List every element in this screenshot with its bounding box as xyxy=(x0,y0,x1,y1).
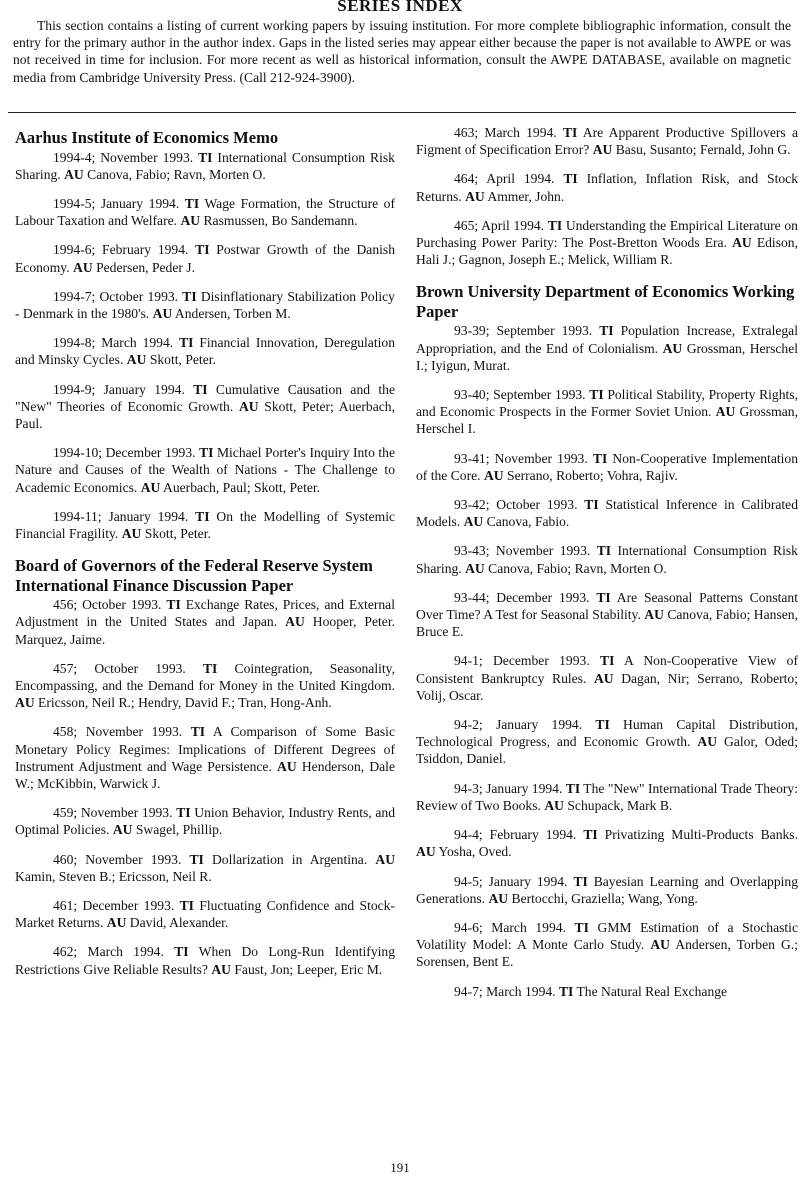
index-entry xyxy=(15,723,395,792)
entry-title: Are Apparent Productive Spillovers a Figment of Specification Error? xyxy=(416,125,798,158)
author-tag: AU xyxy=(544,797,564,813)
author-tag: AU xyxy=(140,479,161,495)
entry-authors: Hooper, Peter. Marquez, Jaime. xyxy=(15,614,395,647)
entry-number-date: 94-3; January 1994. xyxy=(454,780,563,796)
entry-title: International Consumption Risk Sharing. xyxy=(416,543,798,576)
title-tag: TI xyxy=(583,827,598,843)
entry-title: Cumulative Causation and the "New" Theories of Economic Growth. xyxy=(15,381,395,414)
entry-number-date: 93-42; October 1993. xyxy=(454,497,578,513)
index-entry xyxy=(15,660,395,712)
entry-authors: Schupack, Mark B. xyxy=(567,797,673,813)
entry-authors: Galor, Oded; Tsiddon, Daniel. xyxy=(416,734,798,767)
entry-number-date: 461; December 1993. xyxy=(53,898,175,913)
entry-number-date: 457; October 1993. xyxy=(53,660,186,676)
author-tag: AU xyxy=(650,937,670,953)
entry-authors: Ammer, John. xyxy=(487,188,565,204)
title-tag: TI xyxy=(179,898,194,913)
divider-rule xyxy=(8,112,796,113)
index-entry xyxy=(416,780,798,814)
author-tag: AU xyxy=(593,670,614,686)
entry-number-date: 1994-7; October 1993. xyxy=(53,288,179,304)
entry-list xyxy=(416,124,798,268)
author-tag: AU xyxy=(121,525,142,541)
index-entry xyxy=(15,149,395,183)
right-column xyxy=(416,124,798,1012)
author-tag: AU xyxy=(211,961,231,977)
index-entry xyxy=(15,334,395,368)
title-tag: TI xyxy=(565,780,581,796)
entry-number-date: 1994-10; December 1993. xyxy=(53,445,196,461)
author-tag: AU xyxy=(285,614,305,630)
author-tag: AU xyxy=(732,235,752,251)
author-tag: AU xyxy=(463,514,484,530)
index-entry xyxy=(416,322,798,374)
entry-number-date: 94-4; February 1994. xyxy=(454,827,577,843)
title-tag: TI xyxy=(199,445,214,461)
author-tag: AU xyxy=(152,305,173,321)
author-tag: AU xyxy=(715,404,736,420)
entry-authors: Canova, Fabio; Hansen, Bruce E. xyxy=(416,607,798,640)
entry-number-date: 94-6; March 1994. xyxy=(454,919,566,935)
index-entry xyxy=(15,804,395,838)
index-entry xyxy=(416,217,798,269)
entry-number-date: 93-40; September 1993. xyxy=(454,387,586,403)
index-entry xyxy=(15,851,395,885)
title-tag: TI xyxy=(195,508,210,524)
entry-title: Financial Innovation, Deregulation and Minsky Cycles. xyxy=(15,335,395,368)
entry-number-date: 1994-5; January 1994. xyxy=(53,195,180,211)
entry-authors: Yosha, Oved. xyxy=(438,844,512,860)
entry-title: Union Behavior, Industry Rents, and Optimal Policies. xyxy=(15,805,396,838)
title-tag: TI xyxy=(595,717,610,733)
entry-title: Michael Porter's Inquiry Into the Nature and Causes of the Wealth of Nations - The Challenge to Academic Economics. xyxy=(15,445,395,495)
title-tag: TI xyxy=(599,323,614,339)
title-tag: TI xyxy=(202,660,218,676)
title-tag: TI xyxy=(584,497,599,513)
entry-title: Statistical Inference in Calibrated Models. xyxy=(416,497,799,530)
entry-authors: Skott, Peter. xyxy=(149,352,216,368)
entry-title: Bayesian Learning and Overlapping Generations. xyxy=(416,873,798,906)
index-entry xyxy=(15,241,395,275)
entry-number-date: 463; March 1994. xyxy=(454,125,557,140)
entry-number-date: 459; November 1993. xyxy=(53,805,173,821)
entry-number-date: 458; November 1993. xyxy=(53,724,183,740)
title-tag: TI xyxy=(174,944,189,960)
page-number: 191 xyxy=(390,1160,410,1175)
index-entry xyxy=(416,542,798,576)
author-tag: AU xyxy=(277,758,297,774)
section-heading: Aarhus Institute of Economics Memo xyxy=(15,128,279,147)
entry-authors: David, Alexander. xyxy=(129,915,229,931)
entry-title: The Natural Real Exchange xyxy=(576,983,728,999)
entry-number-date: 464; April 1994. xyxy=(454,171,555,187)
section-heading: Board of Governors of the Federal Reserve System International Finance Discussion Paper xyxy=(15,556,373,595)
index-entry xyxy=(416,170,798,204)
entry-title: The "New" International Trade Theory: Review of Two Books. xyxy=(416,780,798,813)
entry-authors: Dagan, Nir; Serrano, Roberto; Volij, Oscar. xyxy=(416,670,798,703)
index-entry xyxy=(15,195,395,229)
author-tag: AU xyxy=(488,890,509,906)
index-entry xyxy=(416,124,798,158)
entry-number-date: 465; April 1994. xyxy=(454,217,545,233)
title-tag: TI xyxy=(195,242,210,258)
title-tag: TI xyxy=(592,450,608,466)
entry-authors: Canova, Fabio; Ravn, Morten O. xyxy=(488,560,667,576)
title-tag: TI xyxy=(563,171,578,187)
index-entry xyxy=(15,444,395,496)
entry-number-date: 94-2; January 1994. xyxy=(454,717,583,733)
title-tag: TI xyxy=(184,195,200,211)
entry-number-date: 460; November 1993. xyxy=(53,851,182,867)
author-tag: AU xyxy=(238,398,259,414)
title-tag: TI xyxy=(596,589,611,605)
entry-authors: Skott, Peter; Auerbach, Paul. xyxy=(15,398,395,431)
entry-title: Human Capital Distribution, Technological Progress, and Economic Growth. xyxy=(416,717,798,750)
entry-authors: Basu, Susanto; Fernald, John G. xyxy=(615,142,791,158)
index-entry xyxy=(416,983,798,1000)
author-tag: AU xyxy=(592,142,613,158)
index-entry xyxy=(416,496,798,530)
entry-title: Inflation, Inflation Risk, and Stock Returns. xyxy=(416,171,798,204)
entry-number-date: 93-39; September 1993. xyxy=(454,323,593,339)
entry-authors: Grossman, Herschel I. xyxy=(416,404,798,437)
entry-authors: Serrano, Roberto; Vohra, Rajiv. xyxy=(507,467,678,483)
entry-authors: Swagel, Phillip. xyxy=(135,822,223,838)
author-tag: AU xyxy=(465,560,485,576)
entry-authors: Faust, Jon; Leeper, Eric M. xyxy=(234,961,383,977)
index-entry xyxy=(416,826,798,860)
index-entry xyxy=(416,919,798,971)
index-entry xyxy=(15,288,395,322)
entry-title: Political Stability, Property Rights, and Economic Prospects in the Former Soviet Union. xyxy=(416,387,798,420)
author-tag: AU xyxy=(416,844,436,860)
entry-number-date: 1994-8; March 1994. xyxy=(53,335,174,351)
entry-number-date: 94-1; December 1993. xyxy=(454,653,590,669)
entry-authors: Rasmussen, Bo Sandemann. xyxy=(203,213,358,229)
entry-number-date: 93-41; November 1993. xyxy=(454,450,588,466)
entry-authors: Edison, Hali J.; Gagnon, Joseph E.; Melick, William R. xyxy=(416,235,798,268)
author-tag: AU xyxy=(644,607,664,623)
title-tag: TI xyxy=(193,381,208,397)
title-tag: TI xyxy=(600,653,615,669)
left-column xyxy=(15,128,395,990)
index-entry xyxy=(15,381,395,433)
entry-authors: Grossman, Herschel I.; Iyigun, Murat. xyxy=(416,340,799,373)
title-tag: TI xyxy=(589,387,604,403)
title-tag: TI xyxy=(189,851,204,867)
author-tag: AU xyxy=(697,734,718,750)
entry-title: A Comparison of Some Basic Monetary Policy Regimes: Implications of Different Degrees of Instrument Adjustment and Wage Persistence. xyxy=(15,724,395,774)
author-tag: AU xyxy=(64,166,84,182)
entry-title: International Consumption Risk Sharing. xyxy=(15,149,395,182)
index-entry xyxy=(15,943,395,977)
title-tag: TI xyxy=(182,288,197,304)
title-tag: TI xyxy=(166,597,181,613)
entry-authors: Henderson, Dale W.; McKibbin, Warwick J. xyxy=(15,758,395,791)
author-tag: AU xyxy=(465,188,485,204)
index-entry xyxy=(15,508,395,542)
title-tag: TI xyxy=(176,805,191,821)
entry-authors: Pedersen, Peder J. xyxy=(96,259,195,275)
index-entry xyxy=(15,596,395,648)
author-tag: AU xyxy=(126,352,147,368)
author-tag: AU xyxy=(483,467,504,483)
title-tag: TI xyxy=(179,335,194,351)
entry-authors: Skott, Peter. xyxy=(144,525,211,541)
index-entry xyxy=(15,897,395,931)
entry-number-date: 94-5; January 1994. xyxy=(454,873,568,889)
entry-authors: Auerbach, Paul; Skott, Peter. xyxy=(163,479,321,495)
author-tag: AU xyxy=(662,340,683,356)
entry-title: Dollarization in Argentina. xyxy=(211,851,368,867)
entry-number-date: 462; March 1994. xyxy=(53,944,164,960)
entry-number-date: 93-44; December 1993. xyxy=(454,589,590,605)
title-tag: TI xyxy=(573,873,588,889)
entry-title: Fluctuating Confidence and Stock-Market Returns. xyxy=(15,898,395,931)
entry-title: Postwar Growth of the Danish Economy. xyxy=(15,242,396,275)
index-entry xyxy=(416,386,798,438)
title-tag: TI xyxy=(596,543,612,559)
entry-number-date: 456; October 1993. xyxy=(53,597,162,613)
entry-title: A Non-Cooperative View of Consistent Bankruptcy Rules. xyxy=(416,653,799,686)
entry-list xyxy=(15,596,395,978)
author-tag: AU xyxy=(15,695,35,711)
title-tag: TI xyxy=(190,724,206,740)
entry-title: Disinflationary Stabilization Policy - Denmark in the 1980's. xyxy=(15,288,395,321)
entry-title: Privatizing Multi-Products Banks. xyxy=(604,827,798,843)
entry-title: Non-Cooperative Implementation of the Core. xyxy=(416,450,799,483)
entry-title: Understanding the Empirical Literature on Purchasing Power Parity: The Post-Bretton Woods Era. xyxy=(416,217,798,251)
title-tag: TI xyxy=(558,983,574,999)
entry-title: Exchange Rates, Prices, and External Adjustment in the United States and Japan. xyxy=(15,597,395,630)
entry-title: Are Seasonal Patterns Constant Over Time? A Test for Seasonal Stability. xyxy=(416,589,798,623)
entry-number-date: 1994-6; February 1994. xyxy=(53,242,189,258)
entry-authors: Ericsson, Neil R.; Hendry, David F.; Tran, Hong-Anh. xyxy=(38,695,332,711)
section-heading: Brown University Department of Economics Working Paper xyxy=(416,282,795,321)
title-tag: TI xyxy=(547,217,563,233)
entry-title: On the Modelling of Systemic Financial Fragility. xyxy=(15,508,396,541)
entry-title: GMM Estimation of a Stochastic Volatility Model: A Monte Carlo Study. xyxy=(416,919,798,953)
entry-list xyxy=(416,322,798,999)
title-tag: TI xyxy=(562,125,578,140)
entry-number-date: 1994-9; January 1994. xyxy=(53,381,185,397)
index-entry xyxy=(416,450,798,484)
author-tag: AU xyxy=(73,259,93,275)
index-entry xyxy=(416,652,798,704)
entry-title: Wage Formation, the Structure of Labour Taxation and Welfare. xyxy=(15,195,395,229)
entry-list xyxy=(15,149,395,543)
index-entry xyxy=(416,716,798,768)
author-tag: AU xyxy=(375,851,396,867)
title-tag: TI xyxy=(198,149,213,165)
entry-authors: Andersen, Torben G.; Sorensen, Bent E. xyxy=(416,937,798,970)
author-tag: AU xyxy=(180,213,201,229)
title-tag: TI xyxy=(574,919,589,935)
entry-authors: Kamin, Steven B.; Ericsson, Neil R. xyxy=(15,868,212,884)
entry-authors: Canova, Fabio. xyxy=(486,514,570,530)
entry-number-date: 1994-4; November 1993. xyxy=(53,149,194,165)
entry-authors: Andersen, Torben M. xyxy=(174,305,291,321)
index-entry xyxy=(416,873,798,907)
entry-title: Population Increase, Extralegal Appropriation, and the End of Colonialism. xyxy=(416,323,798,356)
author-tag: AU xyxy=(106,915,127,931)
entry-authors: Canova, Fabio; Ravn, Morten O. xyxy=(87,166,266,182)
index-entry xyxy=(416,589,798,641)
entry-title: When Do Long-Run Identifying Restrictions Give Reliable Results? xyxy=(15,944,396,977)
entry-number-date: 1994-11; January 1994. xyxy=(53,508,189,524)
page-title: SERIES INDEX xyxy=(337,0,463,15)
author-tag: AU xyxy=(112,822,133,838)
entry-title: Cointegration, Seasonality, Encompassing, and the Demand for Money in the United Kingdom. xyxy=(15,660,395,693)
intro-paragraph: This section contains a listing of current working papers by issuing institution. For more complete bibliographic information, consult the entry for the primary author in the author index. Gaps in the listed series may appear either because the paper is not available to AWPE or was not received in time for inclusion. For more recent as well as historical information, consult the AWPE DATABASE, available on magnetic media from Cambridge University Press. (Call 212-924-3900). xyxy=(13,18,791,85)
entry-number-date: 94-7; March 1994. xyxy=(454,983,556,999)
entry-number-date: 93-43; November 1993. xyxy=(454,543,591,559)
entry-authors: Bertocchi, Graziella; Wang, Yong. xyxy=(511,890,698,906)
